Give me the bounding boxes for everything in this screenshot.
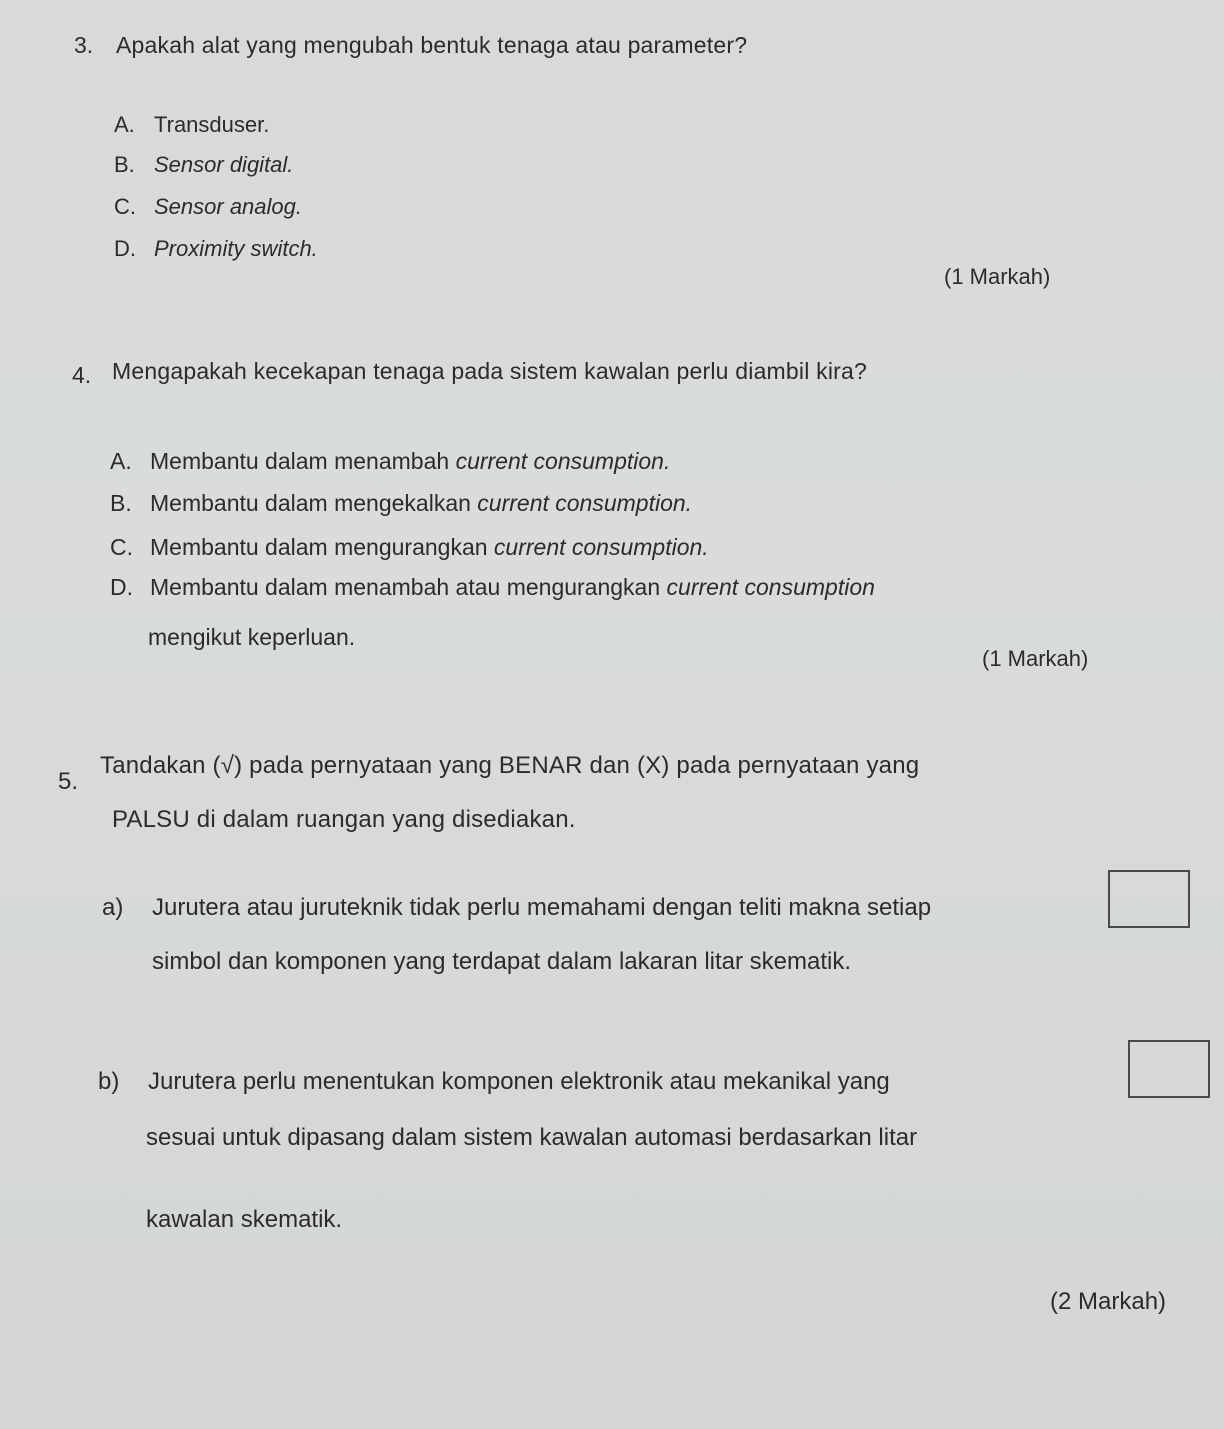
statement-text-line: Jurutera atau juruteknik tidak perlu memahami dengan teliti makna setiap: [152, 894, 932, 921]
question-5-instruction-line-1: Tandakan (√) pada pernyataan yang BENAR dan (X) pada pernyataan yang: [100, 752, 920, 779]
option-letter: B.: [114, 152, 135, 177]
statement-b: [98, 1068, 890, 1096]
question-3-option-c: [114, 194, 302, 220]
question-4-option-b: [110, 490, 692, 517]
option-text: Membantu dalam menambah atau mengurangkan: [150, 574, 667, 600]
question-4-text: Mengapakah kecekapan tenaga pada sistem kawalan perlu diambil kira?: [112, 358, 867, 384]
question-4-number: 4.: [72, 362, 92, 388]
option-text: Membantu dalam mengurangkan: [150, 534, 494, 560]
answer-box-b[interactable]: [1128, 1040, 1210, 1098]
statement-b-line-3: kawalan skematik.: [146, 1206, 343, 1233]
statement-a: [102, 894, 931, 922]
option-text-italic: current consumption.: [455, 448, 671, 474]
question-3-marks: (1 Markah): [944, 264, 1051, 289]
option-letter: C.: [110, 534, 133, 560]
question-3-option-b: [114, 152, 293, 178]
statement-text-line: Jurutera perlu menentukan komponen elektronik atau mekanikal yang: [148, 1068, 890, 1095]
question-4-option-d-continuation: mengikut keperluan.: [148, 624, 356, 650]
question-5-instruction-line-2: PALSU di dalam ruangan yang disediakan.: [112, 806, 576, 833]
option-text-italic: current consumption.: [477, 490, 693, 516]
question-5-marks: (2 Markah): [1050, 1288, 1167, 1315]
option-text: Membantu dalam menambah: [150, 448, 456, 474]
question-4-option-d: [110, 574, 875, 601]
question-4-option-a: [110, 448, 670, 475]
option-text: Sensor analog.: [154, 194, 302, 219]
question-4-marks: (1 Markah): [982, 646, 1089, 671]
statement-letter: a): [102, 894, 124, 921]
option-letter: B.: [110, 490, 132, 516]
question-3-text: Apakah alat yang mengubah bentuk tenaga atau parameter?: [116, 32, 748, 58]
option-letter: A.: [114, 112, 135, 137]
statement-a-line-2: simbol dan komponen yang terdapat dalam lakaran litar skematik.: [152, 948, 852, 975]
option-text: Membantu dalam mengekalkan: [150, 490, 478, 516]
option-text: Sensor digital.: [154, 152, 294, 177]
option-text: Transduser.: [154, 112, 270, 137]
option-letter: D.: [114, 236, 136, 261]
question-3-option-a: [114, 112, 269, 138]
answer-box-a[interactable]: [1108, 870, 1190, 928]
question-4-option-c: [110, 534, 709, 561]
question-5-number: 5.: [58, 768, 79, 795]
option-letter: A.: [110, 448, 132, 474]
statement-b-line-2: sesuai untuk dipasang dalam sistem kawalan automasi berdasarkan litar: [146, 1124, 918, 1151]
option-text: Proximity switch.: [154, 236, 318, 261]
question-3-option-d: [114, 236, 318, 262]
option-letter: D.: [110, 574, 133, 600]
option-letter: C.: [114, 194, 136, 219]
question-3-number: 3.: [74, 32, 94, 58]
option-text-italic: current consumption.: [493, 534, 709, 560]
option-text-italic: current consumption: [666, 574, 875, 600]
statement-letter: b): [98, 1068, 120, 1095]
